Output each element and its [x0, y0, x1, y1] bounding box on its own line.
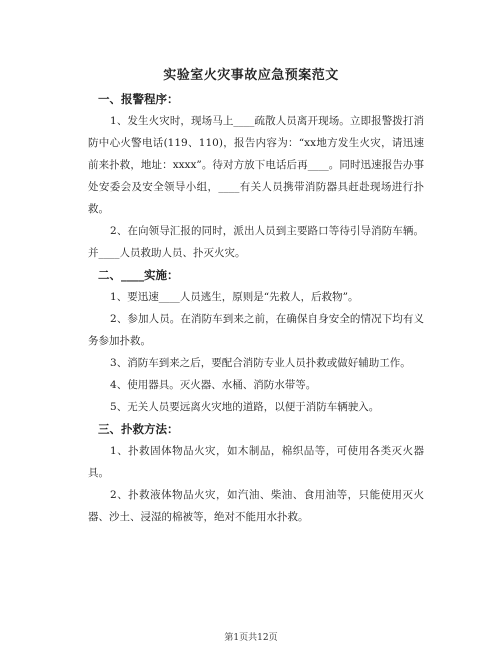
paragraph: 2、在向领导汇报的同时，派出人员到主要路口等待引导消防车辆。并____人员救助人员、扑灭火灾。 — [88, 225, 424, 259]
paragraph: 5、无关人员要远离火灾地的道路，以便于消防车辆驶入。 — [110, 401, 380, 413]
paragraph: 4、使用器具。灭火器、水桶、消防水带等。 — [110, 379, 317, 391]
document-title: 实验室火灾事故应急预案范文 — [163, 68, 339, 83]
paragraph: 3、消防车到来之后，要配合消防专业人员扑救或做好辅助工作。 — [110, 357, 411, 369]
section-implementation — [88, 264, 424, 418]
paragraph: 2、扑救液体物品火灾，如汽油、柴油、食用油等，只能使用灭火器、沙土、浸湿的棉被等，绝对不能用水扑救。 — [88, 489, 424, 523]
paragraph: 1、要迅速____人员逃生，原则是“先救人，后救物”。 — [110, 291, 359, 303]
document-body — [88, 88, 424, 528]
section-alarm-procedure — [88, 88, 424, 264]
section-heading: 二、____实施： — [98, 268, 179, 282]
paragraph: 2、参加人员。在消防车到来之前，在确保自身安全的情况下均有义务参加扑救。 — [88, 313, 424, 347]
page-footer: 第1页共12页 — [224, 633, 278, 643]
paragraph: 1、扑救固体物品火灾，如木制品，棉织品等，可使用各类灭火器具。 — [88, 445, 424, 479]
section-extinguishing-methods — [88, 418, 424, 528]
paragraph: 1、发生火灾时，现场马上____疏散人员离开现场。立即报警拨打消防中心火警电话(119、110)，报告内容为：“xx地方发生火灾，请迅速前来扑救，地址：xxxx”。待对方放下电话后再____。同时迅速报告办事处安委会及安全领导小组，____有关人员携带消防器具赶赴现场进行扑救。 — [88, 115, 424, 215]
section-heading: 三、扑救方法： — [98, 422, 179, 436]
section-heading: 一、报警程序： — [98, 92, 179, 106]
